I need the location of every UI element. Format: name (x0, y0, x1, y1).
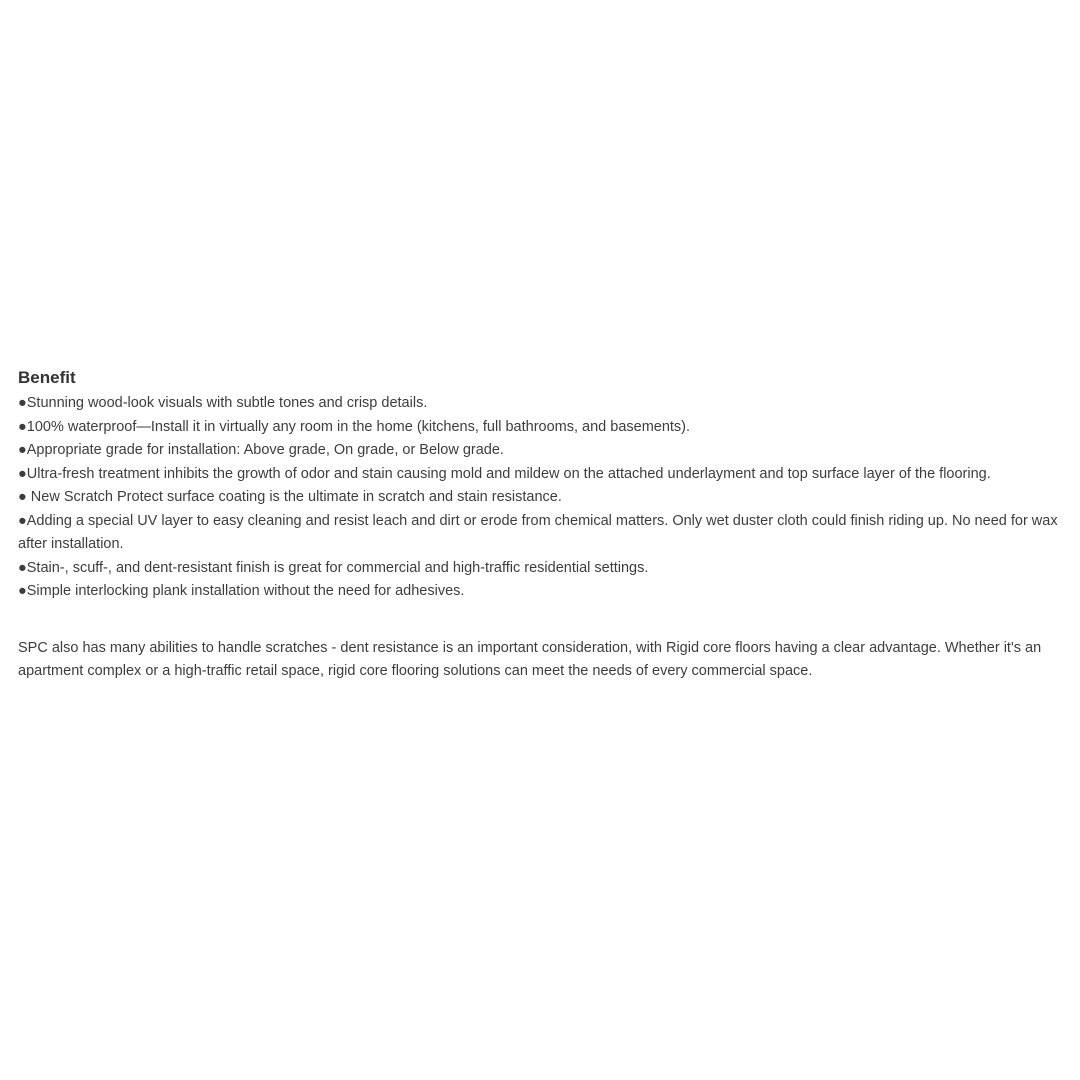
benefit-section (18, 367, 1074, 684)
body-paragraph: SPC also has many abilities to handle scratches - dent resistance is an important consideration, with Rigid core floors having a clear advantage. Whether it's an apartment complex or a high-traffic retail space, rigid core flooring solutions can meet the needs of every commercial space. (18, 639, 1042, 679)
list-item: ●Stunning wood-look visuals with subtle tones and crisp details. (18, 395, 428, 411)
section-heading: Benefit (18, 368, 76, 387)
benefit-list (18, 392, 1074, 604)
list-item: ●Appropriate grade for installation: Above grade, On grade, or Below grade. (18, 442, 504, 458)
list-item: ● New Scratch Protect surface coating is the ultimate in scratch and stain resistance. (18, 489, 562, 505)
list-item: ●100% waterproof—Install it in virtually any room in the home (kitchens, full bathrooms, and basements). (18, 418, 691, 435)
list-item: ●Ultra-fresh treatment inhibits the growth of odor and stain causing mold and mildew on the attached underlayment and top surface layer of the flooring. (18, 465, 991, 482)
list-item: ●Simple interlocking plank installation without the need for adhesives. (18, 583, 465, 599)
list-item: ●Adding a special UV layer to easy cleaning and resist leach and dirt or erode from chemical matters. Only wet duster cloth could finish riding up. No need for wax after installation. (18, 512, 1058, 552)
list-item: ●Stain-, scuff-, and dent-resistant finish is great for commercial and high-traffic residential settings. (18, 559, 649, 576)
